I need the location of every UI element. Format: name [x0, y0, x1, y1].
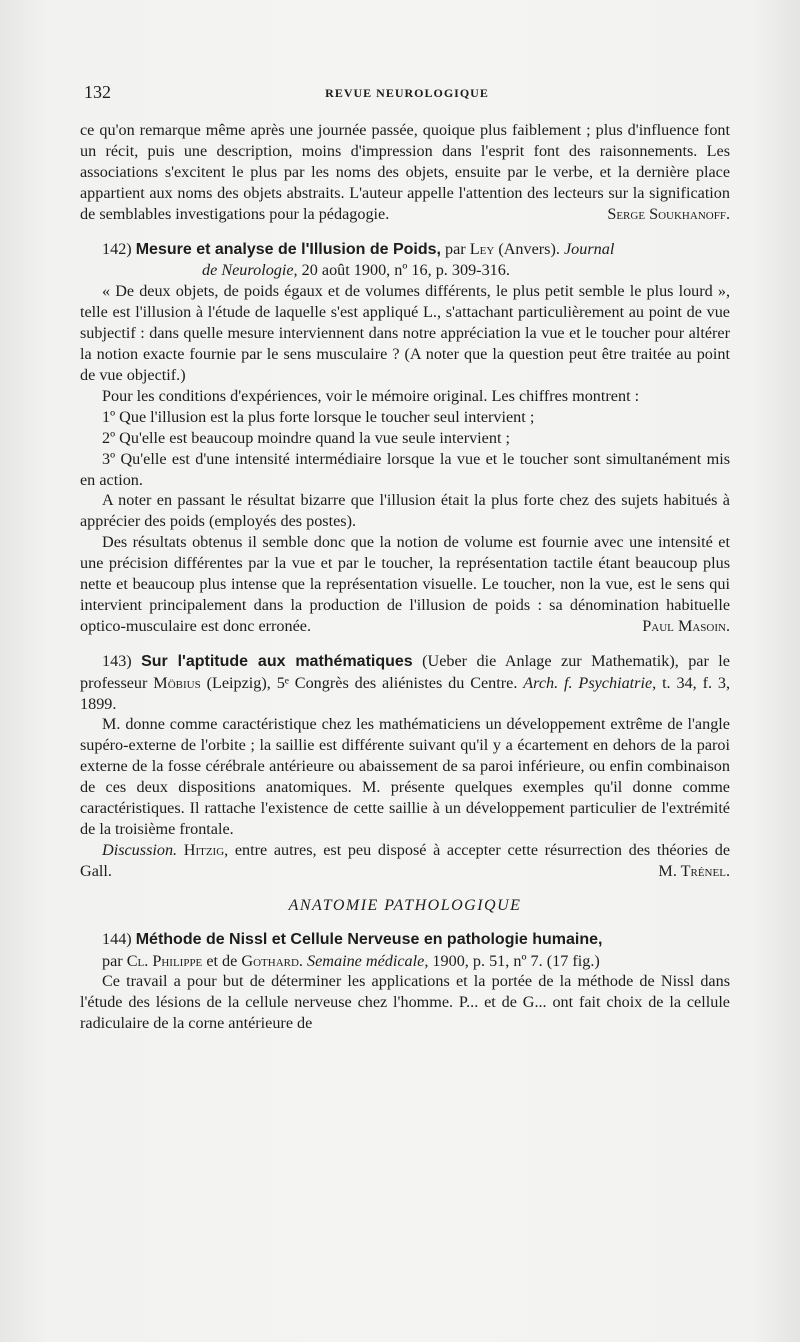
continued-paragraph — [80, 120, 730, 225]
review-entry-143 — [80, 651, 730, 882]
entry-author-rest: (Anvers). — [494, 239, 564, 258]
entry-by: par — [440, 239, 470, 258]
entry-author: Möbius — [153, 673, 201, 692]
running-title: REVUE NEUROLOGIQUE — [325, 86, 489, 100]
author-signature: Paul Masoin. — [642, 616, 730, 635]
entry-number: 143) — [102, 651, 132, 670]
entry-heading-text: (Leipzig), 5ᵉ Congrès des aliénistes du Centre. — [200, 673, 524, 692]
entry-title: Sur l'aptitude aux mathématiques — [141, 652, 413, 670]
entry-sep: . — [298, 951, 308, 970]
entry-and: et de — [202, 951, 242, 970]
entry-journal-cont: de Neurologie, — [202, 261, 298, 280]
author-signature: M. Trénel. — [658, 861, 730, 880]
discussion-text: , entre autres, est peu disposé à accepter cette résurrection des théories de Gall. — [80, 840, 730, 880]
entry-citation — [80, 260, 730, 281]
paragraph — [80, 532, 730, 637]
entry-heading — [80, 929, 730, 951]
list-item: 1º Que l'illusion est la plus forte lorsque le toucher seul intervient ; — [102, 407, 535, 426]
entry-number: 144) — [102, 929, 132, 948]
paragraph: M. donne comme caractéristique chez les mathématiciens un développement extrême de l'angle supéro-externe de l'orbite ; la saillie est différente suivant qu'il y a écartement en dehors de la paroi externe de la fosse cérébrale antérieure ou abaissement de sa paroi inférieure, ou enfin combinaison de ces deux dispositions anatomiques. M. présente quelques exemples qu'il donne comme caractéristiques. Il rattache l'existence de cette saillie à un développement particulier de l'extrémité de la troisième frontale. — [80, 715, 730, 838]
entry-by: par — [102, 951, 127, 970]
entry-journal: Arch. f. Psychiatrie, — [523, 673, 657, 692]
author-signature: Serge Soukhanoff. — [607, 204, 730, 223]
entry-title: Mesure et analyse de l'Illusion de Poids, — [135, 240, 441, 258]
list-item: 3º Qu'elle est d'une intensité intermédiaire lorsque la vue et le toucher sont simultanément mis en action. — [80, 449, 730, 489]
entry-heading-text: (Ueber die Anlage zur Mathematik), par le professeur — [80, 651, 730, 692]
entry-author: Gothard — [241, 951, 299, 970]
page-header — [84, 82, 730, 102]
paragraph: Pour les conditions d'expériences, voir le mémoire original. Les chiffres montrent : — [102, 386, 640, 405]
entry-number: 142) — [102, 239, 132, 258]
review-entry-142 — [80, 239, 730, 637]
entry-heading — [80, 651, 730, 715]
paragraph-text: ce qu'on remarque même après une journée passée, quoique plus faiblement ; plus d'influence font un récit, puis une description, moins d'impression dans l'esprit font des raisonnements. Les associations s'excitent le plus par les noms des objets, ensuite par le verbe, et la dernière place appartient aux noms des objets abstraits. L'auteur appelle l'attention des lecteurs sur la signification de semblables investigations pour la pédagogie. — [80, 121, 730, 223]
list-item: 2º Qu'elle est beaucoup moindre quand la vue seule intervient ; — [102, 428, 510, 447]
entry-details: 1900, p. 51, nº 7. (17 fig.) — [428, 951, 600, 970]
entry-journal: Journal — [563, 239, 615, 258]
section-title: ANATOMIE PATHOLOGIQUE — [288, 896, 522, 914]
entry-details: t. 34, f. 3, 1899. — [80, 673, 731, 713]
discussion-paragraph — [80, 840, 730, 882]
page-content — [80, 120, 730, 1034]
discussion-label: Discussion. — [102, 840, 178, 859]
entry-journal: Semaine médicale, — [307, 951, 429, 970]
paragraph: Ce travail a pour but de déterminer les applications et la portée de la méthode de Nissl dans l'étude des lésions de la cellule nerveuse chez l'homme. P... et de G... ont fait choix de la cellule radiculaire de la corne antérieure de — [80, 972, 730, 1033]
entry-heading — [80, 239, 730, 261]
paragraph-text: Des résultats obtenus il semble donc que la notion de volume est fournie avec une intensité et une précision différentes par la vue et par le toucher, la représentation tactile étant beaucoup plus nette et beaucoup plus intense que la représentation visuelle. Le toucher, non la vue, est le sens qui intervient principalement dans la production de l'illusion de poids : sa dénomination habituelle optico-musculaire est donc erronée. — [80, 533, 730, 635]
entry-title: Méthode de Nissl et Cellule Nerveuse en pathologie humaine, — [135, 930, 603, 948]
entry-author: Ley — [469, 239, 495, 258]
page-number: 132 — [84, 82, 111, 102]
entry-details: 20 août 1900, nº 16, p. 309-316. — [297, 261, 510, 280]
paragraph: A noter en passant le résultat bizarre que l'illusion était la plus forte chez des sujets habitués à apprécier des poids (employés des postes). — [80, 491, 730, 531]
entry-author: Cl. Philippe — [126, 951, 203, 970]
entry-citation — [80, 951, 730, 972]
review-entry-144 — [80, 929, 730, 1035]
discussion-author: Hitzig — [183, 840, 225, 859]
paragraph: « De deux objets, de poids égaux et de volumes différents, le plus petit semble le plus lourd », telle est l'illusion à l'étude de laquelle s'est appliqué L., s'attachant particulièrement au point de vue subjectif : dans quelle mesure interviennent dans notre appréciation la vue et le toucher pour altérer la notion exacte fournie par le sens musculaire ? (A noter que la question peut être traitée au point de vue objectif.) — [80, 282, 730, 384]
